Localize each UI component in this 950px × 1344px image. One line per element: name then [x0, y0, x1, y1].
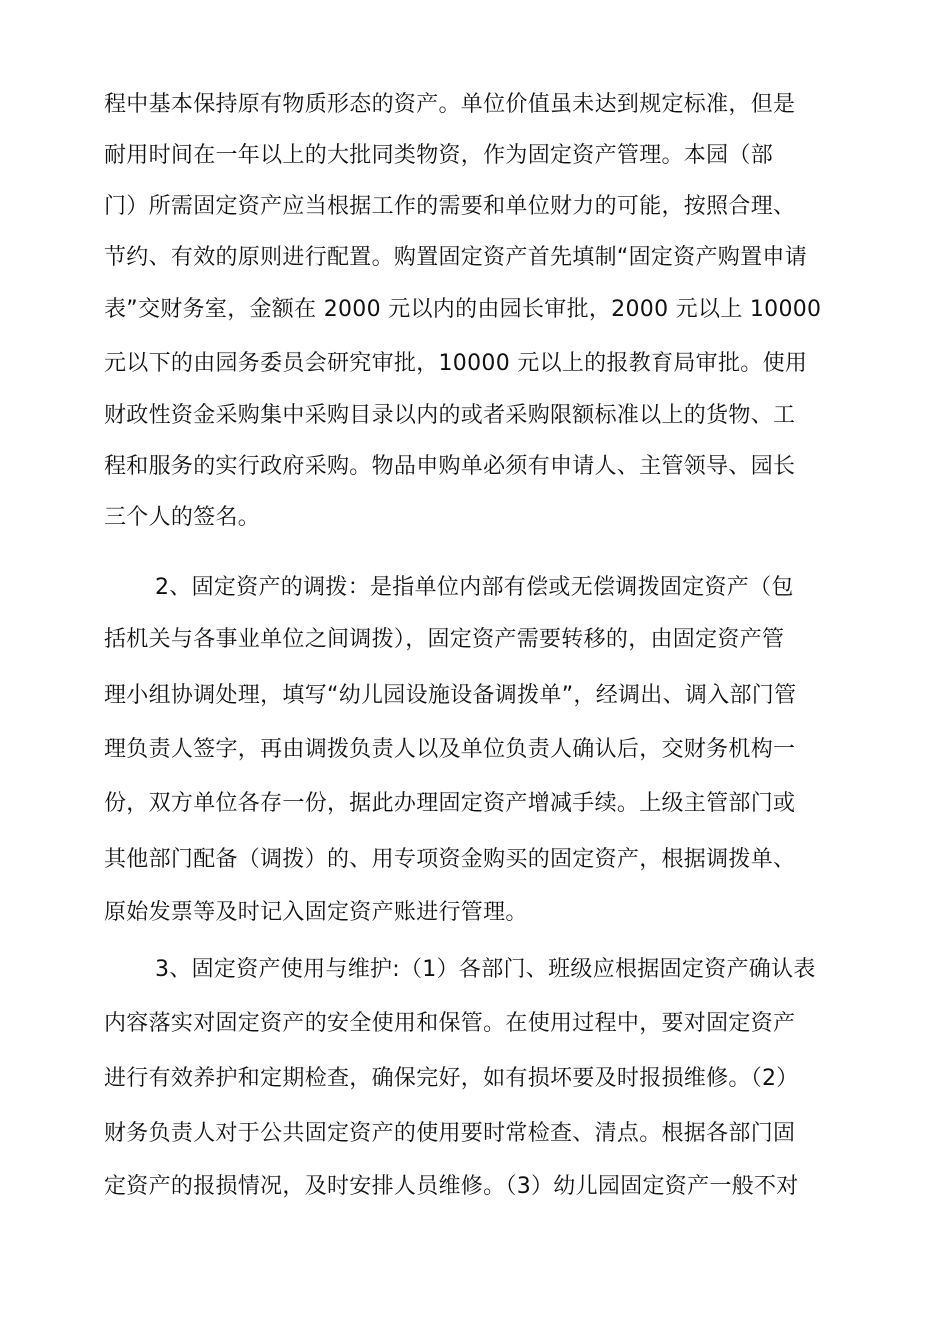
text-line: 程中基本保持原有物质形态的资产。单位价值虽未达到规定标准，但是 [104, 92, 796, 117]
text-line: 份，双方单位各存一份，据此办理固定资产增减手续。上级主管部门或 [104, 791, 796, 816]
text-line: 门）所需固定资产应当根据工作的需要和单位财力的可能，按照合理、 [104, 194, 796, 219]
text-line: 原始发票等及时记入固定资产账进行管理。 [104, 900, 528, 925]
text-line: 财务负责人对于公共固定资产的使用要时常检查、清点。根据各部门固 [104, 1121, 796, 1146]
text-line: 内容落实对固定资产的安全使用和保管。在使用过程中，要对固定资产 [104, 1011, 796, 1036]
text-line: 表”交财务室，金额在 2000 元以内的由园长审批，2000 元以上 10000 [104, 297, 822, 322]
text-line: 理负责人签字，再由调拨负责人以及单位负责人确认后，交财务机构一 [104, 737, 796, 762]
text-line: 2、固定资产的调拨：是指单位内部有偿或无偿调拨固定资产（包 [155, 575, 794, 600]
text-line: 耐用时间在一年以上的大批同类物资，作为固定资产管理。本园（部 [104, 143, 774, 168]
text-line: 元以下的由园务委员会研究审批，10000 元以上的报教育局审批。使用 [104, 351, 808, 376]
text-line: 节约、有效的原则进行配置。购置固定资产首先填制“固定资产购置申请 [104, 245, 807, 270]
text-line: 3、固定资产使用与维护:（1）各部门、班级应根据固定资产确认表 [155, 957, 816, 982]
text-line: 财政性资金采购集中采购目录以内的或者采购限额标准以上的货物、工 [104, 403, 796, 428]
text-line: 括机关与各事业单位之间调拨），固定资产需要转移的，由固定资产管 [104, 627, 785, 652]
text-line: 定资产的报损情况，及时安排人员维修。（3）幼儿园固定资产一般不对 [104, 1174, 799, 1199]
text-line: 程和服务的实行政府采购。物品申购单必须有申请人、主管领导、园长 [104, 454, 796, 479]
text-line: 三个人的签名。 [104, 505, 261, 530]
text-line: 进行有效养护和定期检查，确保完好，如有损坏要及时报损维修。（2） [104, 1066, 799, 1091]
text-line: 理小组协调处理，填写“幼儿园设施设备调拨单”，经调出、调入部门管 [104, 683, 797, 708]
text-line: 其他部门配备（调拨）的、用专项资金购买的固定资产，根据调拨单、 [104, 847, 796, 872]
